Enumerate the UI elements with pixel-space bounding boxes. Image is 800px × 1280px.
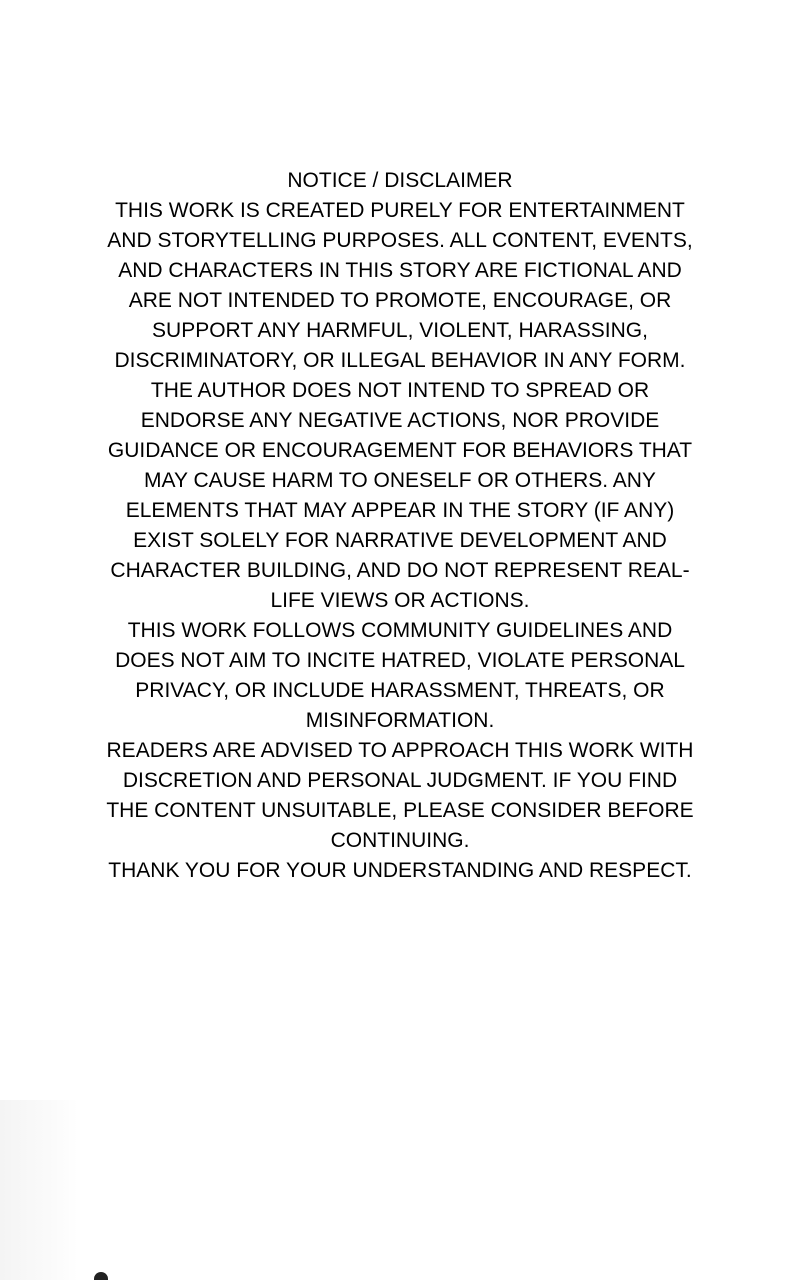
notice-line: MISINFORMATION. xyxy=(305,709,495,732)
notice-line: THIS WORK IS CREATED PURELY FOR ENTERTAINMENT xyxy=(115,199,685,222)
notice-line: CONTINUING. xyxy=(330,829,470,852)
notice-line: GUIDANCE OR ENCOURAGEMENT FOR BEHAVIORS THAT xyxy=(107,439,693,462)
corner-shade xyxy=(0,1100,78,1280)
notice-line: THIS WORK FOLLOWS COMMUNITY GUIDELINES AND xyxy=(127,619,673,642)
notice-title: NOTICE / DISCLAIMER xyxy=(287,169,513,192)
notice-line: AND STORYTELLING PURPOSES. ALL CONTENT, EVENTS, xyxy=(107,229,693,252)
notice-line: ENDORSE ANY NEGATIVE ACTIONS, NOR PROVIDE xyxy=(140,409,660,432)
notice-line: LIFE VIEWS OR ACTIONS. xyxy=(270,589,530,612)
notice-line: DISCRETION AND PERSONAL JUDGMENT. IF YOU FIND xyxy=(122,769,678,792)
notice-line: CHARACTER BUILDING, AND DO NOT REPRESENT REAL- xyxy=(110,559,690,582)
notice-line: AND CHARACTERS IN THIS STORY ARE FICTIONAL AND xyxy=(118,259,682,282)
notice-line: DISCRIMINATORY, OR ILLEGAL BEHAVIOR IN ANY FORM. xyxy=(114,349,686,372)
notice-line: THE CONTENT UNSUITABLE, PLEASE CONSIDER BEFORE xyxy=(106,799,694,822)
notice-line: PRIVACY, OR INCLUDE HARASSMENT, THREATS, OR xyxy=(135,679,665,702)
notice-line: ELEMENTS THAT MAY APPEAR IN THE STORY (IF ANY) xyxy=(125,499,675,522)
notice-line: DOES NOT AIM TO INCITE HATRED, VIOLATE PERSONAL xyxy=(115,649,685,672)
notice-line: THANK YOU FOR YOUR UNDERSTANDING AND RESPECT. xyxy=(108,859,692,882)
corner-mark xyxy=(94,1272,108,1280)
notice-line: EXIST SOLELY FOR NARRATIVE DEVELOPMENT AND xyxy=(133,529,667,552)
notice-line: THE AUTHOR DOES NOT INTEND TO SPREAD OR xyxy=(150,379,650,402)
notice-line: MAY CAUSE HARM TO ONESELF OR OTHERS. ANY xyxy=(144,469,656,492)
disclaimer-notice xyxy=(70,166,730,886)
notice-line: ARE NOT INTENDED TO PROMOTE, ENCOURAGE, OR xyxy=(128,289,672,312)
notice-line: READERS ARE ADVISED TO APPROACH THIS WORK WITH xyxy=(106,739,694,762)
notice-line: SUPPORT ANY HARMFUL, VIOLENT, HARASSING, xyxy=(152,319,648,342)
